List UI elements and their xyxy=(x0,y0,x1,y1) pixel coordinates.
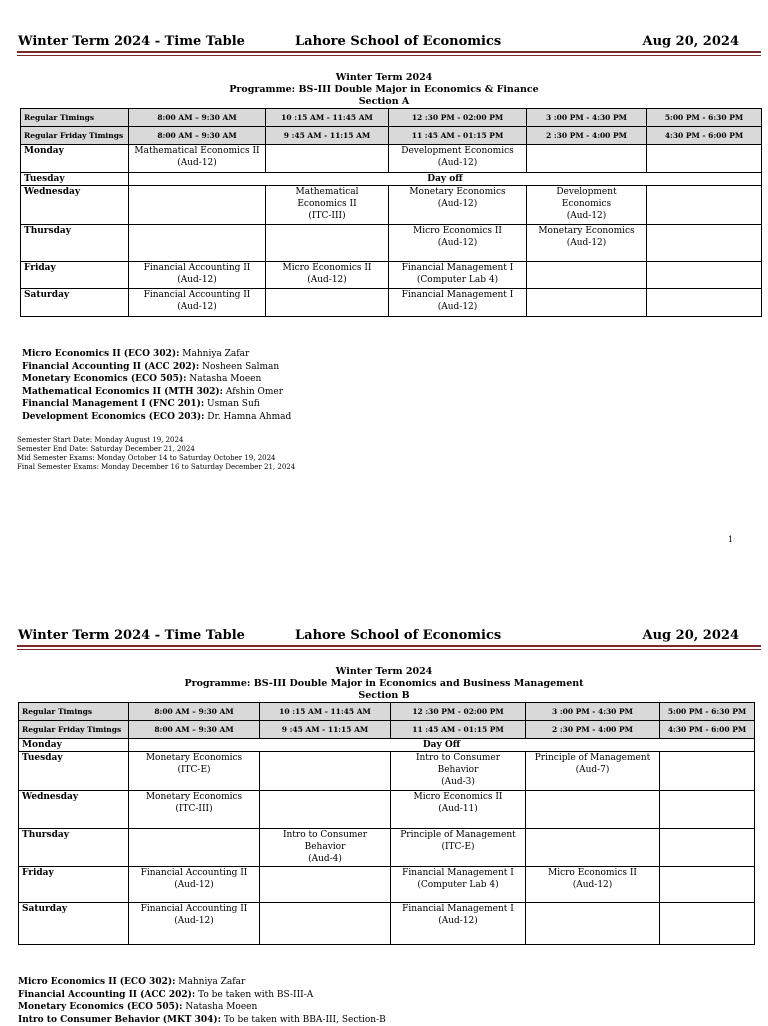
timing-slot: 2 :30 PM - 4:00 PM xyxy=(527,127,647,145)
timing-slot: 3 :00 PM - 4:30 PM xyxy=(527,109,647,127)
header-institution: Lahore School of Economics xyxy=(295,628,502,643)
page-number: 1 xyxy=(728,535,734,544)
timing-slot: 5:00 PM - 6:30 PM xyxy=(647,109,762,127)
class-cell xyxy=(266,145,389,173)
day-label: Saturday xyxy=(21,289,129,317)
class-cell: Mathematical Economics II (Aud-12) xyxy=(129,145,266,173)
header-title: Winter Term 2024 - Time Table xyxy=(18,34,245,49)
class-cell: Intro to Consumer Behavior (Aud-4) xyxy=(260,829,391,867)
faculty-entry xyxy=(22,361,291,374)
timing-slot: 4:30 PM - 6:00 PM xyxy=(660,721,755,739)
semester-start-date: Semester Start Date: Monday August 19, 2024 xyxy=(17,436,184,444)
day-row-monday xyxy=(21,145,762,173)
instructor-name: To be taken with BS-III-A xyxy=(195,989,314,1000)
faculty-entry xyxy=(22,348,291,361)
day-label: Friday xyxy=(19,867,129,903)
faculty-entry xyxy=(22,373,291,386)
class-cell xyxy=(647,186,762,225)
instructor-name: Nosheen Salman xyxy=(199,361,280,372)
faculty-list xyxy=(18,976,386,1026)
faculty-entry xyxy=(22,411,291,424)
timing-slot: 10 :15 AM - 11:45 AM xyxy=(260,703,391,721)
course-name: Monetary Economics (ECO 505): xyxy=(18,1002,183,1013)
course-name: Intro to Consumer Behavior (MKT 304): xyxy=(18,1014,222,1025)
page-header xyxy=(17,34,751,52)
faculty-entry xyxy=(18,989,386,1002)
class-cell xyxy=(129,829,260,867)
faculty-list xyxy=(22,348,291,424)
term-title: Winter Term 2024 xyxy=(335,666,433,677)
section-title: Section A xyxy=(358,96,410,107)
regular-timings-row xyxy=(19,703,755,721)
class-cell: Financial Accounting II (Aud-12) xyxy=(129,262,266,289)
instructor-name: Afshin Omer xyxy=(223,386,284,397)
timing-slot: 8:00 AM – 9:30 AM xyxy=(129,109,266,127)
timing-slot: 5:00 PM - 6:30 PM xyxy=(660,703,755,721)
timing-slot: 10 :15 AM - 11:45 AM xyxy=(266,109,389,127)
day-label: Monday xyxy=(21,145,129,173)
course-name: Monetary Economics (ECO 505): xyxy=(22,374,187,385)
class-cell xyxy=(260,903,391,945)
class-cell xyxy=(526,903,660,945)
class-cell xyxy=(266,289,389,317)
regular-timings-row xyxy=(21,109,762,127)
course-name: Development Economics (ECO 203): xyxy=(22,411,205,422)
faculty-entry xyxy=(18,1014,386,1026)
class-cell: Financial Management I (Aud-12) xyxy=(389,289,527,317)
instructor-name: Dr. Hamna Ahmad xyxy=(204,411,292,422)
semester-dates xyxy=(17,436,295,472)
instructor-name: Mahniya Zafar xyxy=(175,977,246,987)
day-row-friday xyxy=(19,867,755,903)
class-cell: Financial Management I (Aud-12) xyxy=(391,903,526,945)
class-cell xyxy=(260,791,391,829)
timing-slot: 8:00 AM – 9:30 AM xyxy=(129,127,266,145)
course-name: Micro Economics II (ECO 302): xyxy=(18,977,176,987)
day-label: Tuesday xyxy=(19,752,129,791)
class-cell xyxy=(647,145,762,173)
class-cell xyxy=(647,225,762,262)
header-date: Aug 20, 2024 xyxy=(642,628,739,643)
header-institution: Lahore School of Economics xyxy=(295,34,502,49)
class-cell: Financial Accounting II (Aud-12) xyxy=(129,903,260,945)
class-cell: Micro Economics II (Aud-12) xyxy=(266,262,389,289)
class-cell: Micro Economics II (Aud-11) xyxy=(391,791,526,829)
day-label: Monday xyxy=(19,739,129,752)
day-label: Thursday xyxy=(21,225,129,262)
class-cell: Principle of Management (Aud-7) xyxy=(526,752,660,791)
class-cell: Monetary Economics (ITC-E) xyxy=(129,752,260,791)
timing-slot: 9 :45 AM - 11:15 AM xyxy=(266,127,389,145)
instructor-name: To be taken with BBA-III, Section-B xyxy=(221,1014,386,1025)
class-cell xyxy=(526,829,660,867)
timetable-table xyxy=(20,108,762,317)
regular-timings-label: Regular Timings xyxy=(19,703,129,721)
day-row-thursday xyxy=(19,829,755,867)
faculty-entry xyxy=(22,398,291,411)
timetable-page-2 xyxy=(0,594,768,1024)
timing-slot: 11 :45 AM - 01:15 PM xyxy=(391,721,526,739)
faculty-entry xyxy=(22,386,291,399)
timetable-titles xyxy=(0,72,768,108)
class-cell xyxy=(647,262,762,289)
day-row-friday xyxy=(21,262,762,289)
class-cell xyxy=(129,225,266,262)
course-name: Financial Accounting II (ACC 202): xyxy=(18,989,196,1000)
day-label: Wednesday xyxy=(19,791,129,829)
day-row-wednesday xyxy=(19,791,755,829)
class-cell: Monetary Economics (Aud-12) xyxy=(389,186,527,225)
friday-timings-row xyxy=(19,721,755,739)
timing-slot: 8:00 AM – 9:30 AM xyxy=(129,703,260,721)
final-exam-dates: Final Semester Exams: Monday December 16 to Saturday December 21, 2024 xyxy=(17,463,296,471)
faculty-entry xyxy=(18,1001,386,1014)
day-row-monday xyxy=(19,739,755,752)
friday-timings-row xyxy=(21,127,762,145)
class-cell xyxy=(129,186,266,225)
class-cell xyxy=(660,867,755,903)
day-label: Wednesday xyxy=(21,186,129,225)
day-label: Tuesday xyxy=(21,173,129,186)
mid-exam-dates: Mid Semester Exams: Monday October 14 to Saturday October 19, 2024 xyxy=(17,454,276,462)
instructor-name: Usman Sufi xyxy=(204,399,260,410)
class-cell: Mathematical Economics II (ITC-III) xyxy=(266,186,389,225)
day-row-tuesday xyxy=(19,752,755,791)
header-date: Aug 20, 2024 xyxy=(642,34,739,49)
class-cell xyxy=(260,867,391,903)
timing-slot: 2 :30 PM - 4:00 PM xyxy=(526,721,660,739)
timing-slot: 3 :00 PM - 4:30 PM xyxy=(526,703,660,721)
class-cell xyxy=(660,791,755,829)
course-name: Mathematical Economics II (MTH 302): xyxy=(22,386,224,397)
class-cell: Monetary Economics (ITC-III) xyxy=(129,791,260,829)
instructor-name: Natasha Moeen xyxy=(186,374,262,385)
class-cell: Financial Accounting II (Aud-12) xyxy=(129,867,260,903)
timing-slot: 8:00 AM – 9:30 AM xyxy=(129,721,260,739)
timing-slot: 12 :30 PM - 02:00 PM xyxy=(391,703,526,721)
class-cell xyxy=(660,903,755,945)
header-rule xyxy=(17,645,761,647)
day-off-cell: Day Off xyxy=(129,739,755,752)
header-rule xyxy=(17,51,761,53)
day-row-thursday xyxy=(21,225,762,262)
class-cell: Micro Economics II (Aud-12) xyxy=(526,867,660,903)
timetable-table xyxy=(18,702,755,945)
header-title: Winter Term 2024 - Time Table xyxy=(18,628,245,643)
programme-title: Programme: BS-III Double Major in Economics and Business Management xyxy=(184,678,584,689)
class-cell: Intro to Consumer Behavior (Aud-3) xyxy=(391,752,526,791)
class-cell xyxy=(527,289,647,317)
friday-timings-label: Regular Friday Timings xyxy=(21,127,129,145)
day-label: Friday xyxy=(21,262,129,289)
class-cell: Financial Management I (Computer Lab 4) xyxy=(391,867,526,903)
timing-slot: 12 :30 PM - 02:00 PM xyxy=(389,109,527,127)
class-cell: Financial Management I (Computer Lab 4) xyxy=(389,262,527,289)
semester-end-date: Semester End Date: Saturday December 21, 2024 xyxy=(17,445,195,453)
day-row-tuesday xyxy=(21,173,762,186)
day-row-wednesday xyxy=(21,186,762,225)
class-cell: Development Economics (Aud-12) xyxy=(527,186,647,225)
section-title: Section B xyxy=(358,690,410,701)
class-cell xyxy=(660,829,755,867)
day-label: Saturday xyxy=(19,903,129,945)
class-cell xyxy=(527,145,647,173)
class-cell xyxy=(647,289,762,317)
page-header xyxy=(17,628,751,646)
header-rule-thin xyxy=(17,55,761,56)
class-cell xyxy=(527,262,647,289)
faculty-entry xyxy=(18,976,386,989)
class-cell xyxy=(660,752,755,791)
course-name: Micro Economics II (ECO 302): xyxy=(22,349,180,359)
class-cell xyxy=(526,791,660,829)
class-cell: Monetary Economics (Aud-12) xyxy=(527,225,647,262)
day-label: Thursday xyxy=(19,829,129,867)
term-title: Winter Term 2024 xyxy=(335,72,433,83)
timing-slot: 9 :45 AM - 11:15 AM xyxy=(260,721,391,739)
course-name: Financial Accounting II (ACC 202): xyxy=(22,361,200,372)
instructor-name: Mahniya Zafar xyxy=(179,349,250,359)
programme-title: Programme: BS-III Double Major in Economics & Finance xyxy=(229,84,539,95)
class-cell: Micro Economics II (Aud-12) xyxy=(389,225,527,262)
timetable-titles xyxy=(0,666,768,702)
regular-timings-label: Regular Timings xyxy=(21,109,129,127)
course-name: Financial Management I (FNC 201): xyxy=(22,399,205,410)
header-rule-thin xyxy=(17,649,761,650)
class-cell: Principle of Management (ITC-E) xyxy=(391,829,526,867)
class-cell xyxy=(266,225,389,262)
friday-timings-label: Regular Friday Timings xyxy=(19,721,129,739)
timing-slot: 4:30 PM - 6:00 PM xyxy=(647,127,762,145)
day-row-saturday xyxy=(19,903,755,945)
day-row-saturday xyxy=(21,289,762,317)
class-cell xyxy=(260,752,391,791)
timing-slot: 11 :45 AM - 01:15 PM xyxy=(389,127,527,145)
instructor-name: Natasha Moeen xyxy=(182,1002,258,1013)
day-off-cell: Day off xyxy=(129,173,762,186)
class-cell: Financial Accounting II (Aud-12) xyxy=(129,289,266,317)
class-cell: Development Economics (Aud-12) xyxy=(389,145,527,173)
